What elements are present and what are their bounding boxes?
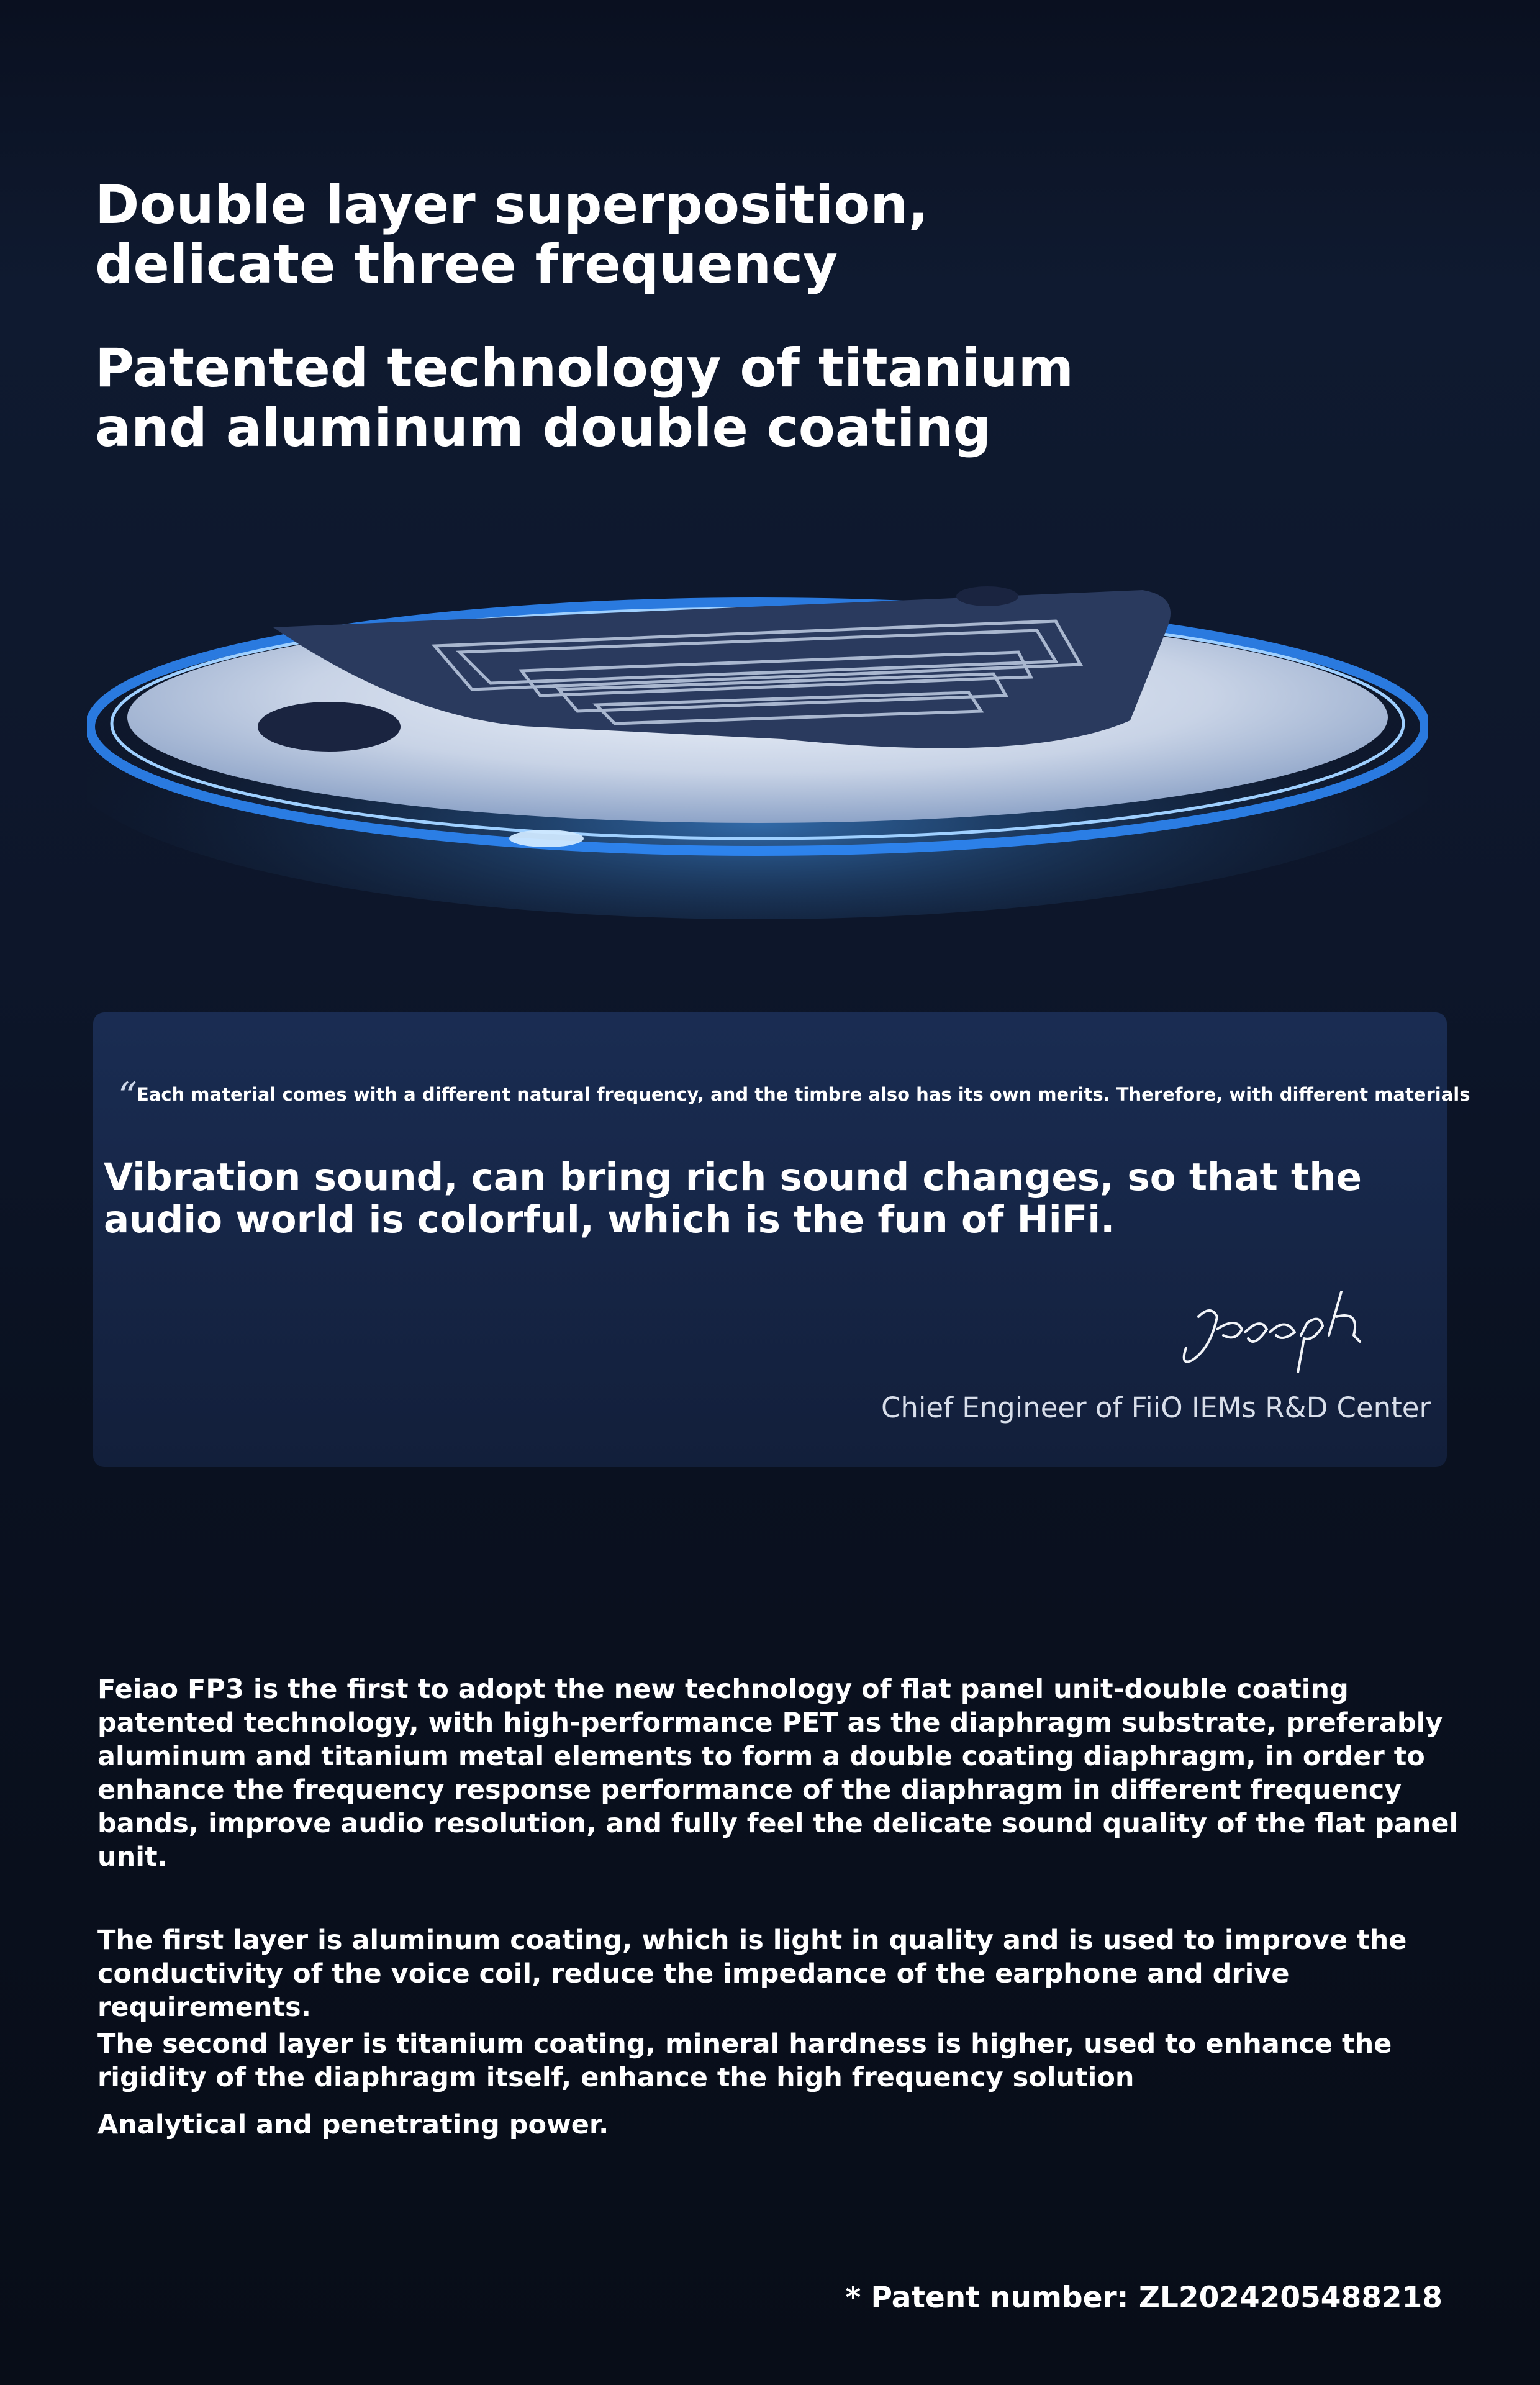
light-flare bbox=[509, 830, 584, 847]
quote-body: Vibration sound, can bring rich sound changes, so that the audio world is colorful, which is the fun of HiFi. bbox=[104, 1155, 1362, 1242]
signature-joseph bbox=[1174, 1279, 1410, 1373]
vent-hole-right bbox=[956, 586, 1018, 606]
body-paragraph-intro: Feiao FP3 is the first to adopt the new technology of flat panel unit-double coating patented technology, with high-performance PET as the diaphragm substrate, preferably aluminum and titanium metal elements to form a double coating diaphragm, in order to enhance the frequency response performance of the diaphragm in different frequency bands, improve audio resolution, and fully feel the delicate sound quality of the flat panel unit. bbox=[97, 1674, 1459, 1873]
engineer-title: Chief Engineer of FiiO IEMs R&D Center bbox=[881, 1391, 1431, 1424]
headline-primary: Double layer superposition, delicate three frequency bbox=[95, 174, 929, 296]
quote-card bbox=[93, 1012, 1470, 1467]
diaphragm-illustration bbox=[87, 571, 1428, 919]
quote-mark: “ bbox=[118, 1074, 137, 1118]
body-paragraph-analytical: Analytical and penetrating power. bbox=[97, 2109, 609, 2140]
patent-number: * Patent number: ZL2024205488218 bbox=[845, 2281, 1443, 2315]
headline-secondary: Patented technology of titanium and aluminum double coating bbox=[95, 337, 1074, 459]
body-paragraph-aluminum: The first layer is aluminum coating, which is light in quality and is used to improve the conductivity of the voice coil, reduce the impedance of the earphone and drive requirements. bbox=[97, 1925, 1407, 2023]
quote-intro: Each material comes with a different natural frequency, and the timbre also has its own merits. Therefore, with different materials bbox=[137, 1084, 1470, 1105]
vent-hole-left bbox=[258, 702, 401, 752]
body-paragraph-titanium: The second layer is titanium coating, mineral hardness is higher, used to enhance the rigidity of the diaphragm itself, enhance the high frequency solution bbox=[97, 2028, 1392, 2093]
